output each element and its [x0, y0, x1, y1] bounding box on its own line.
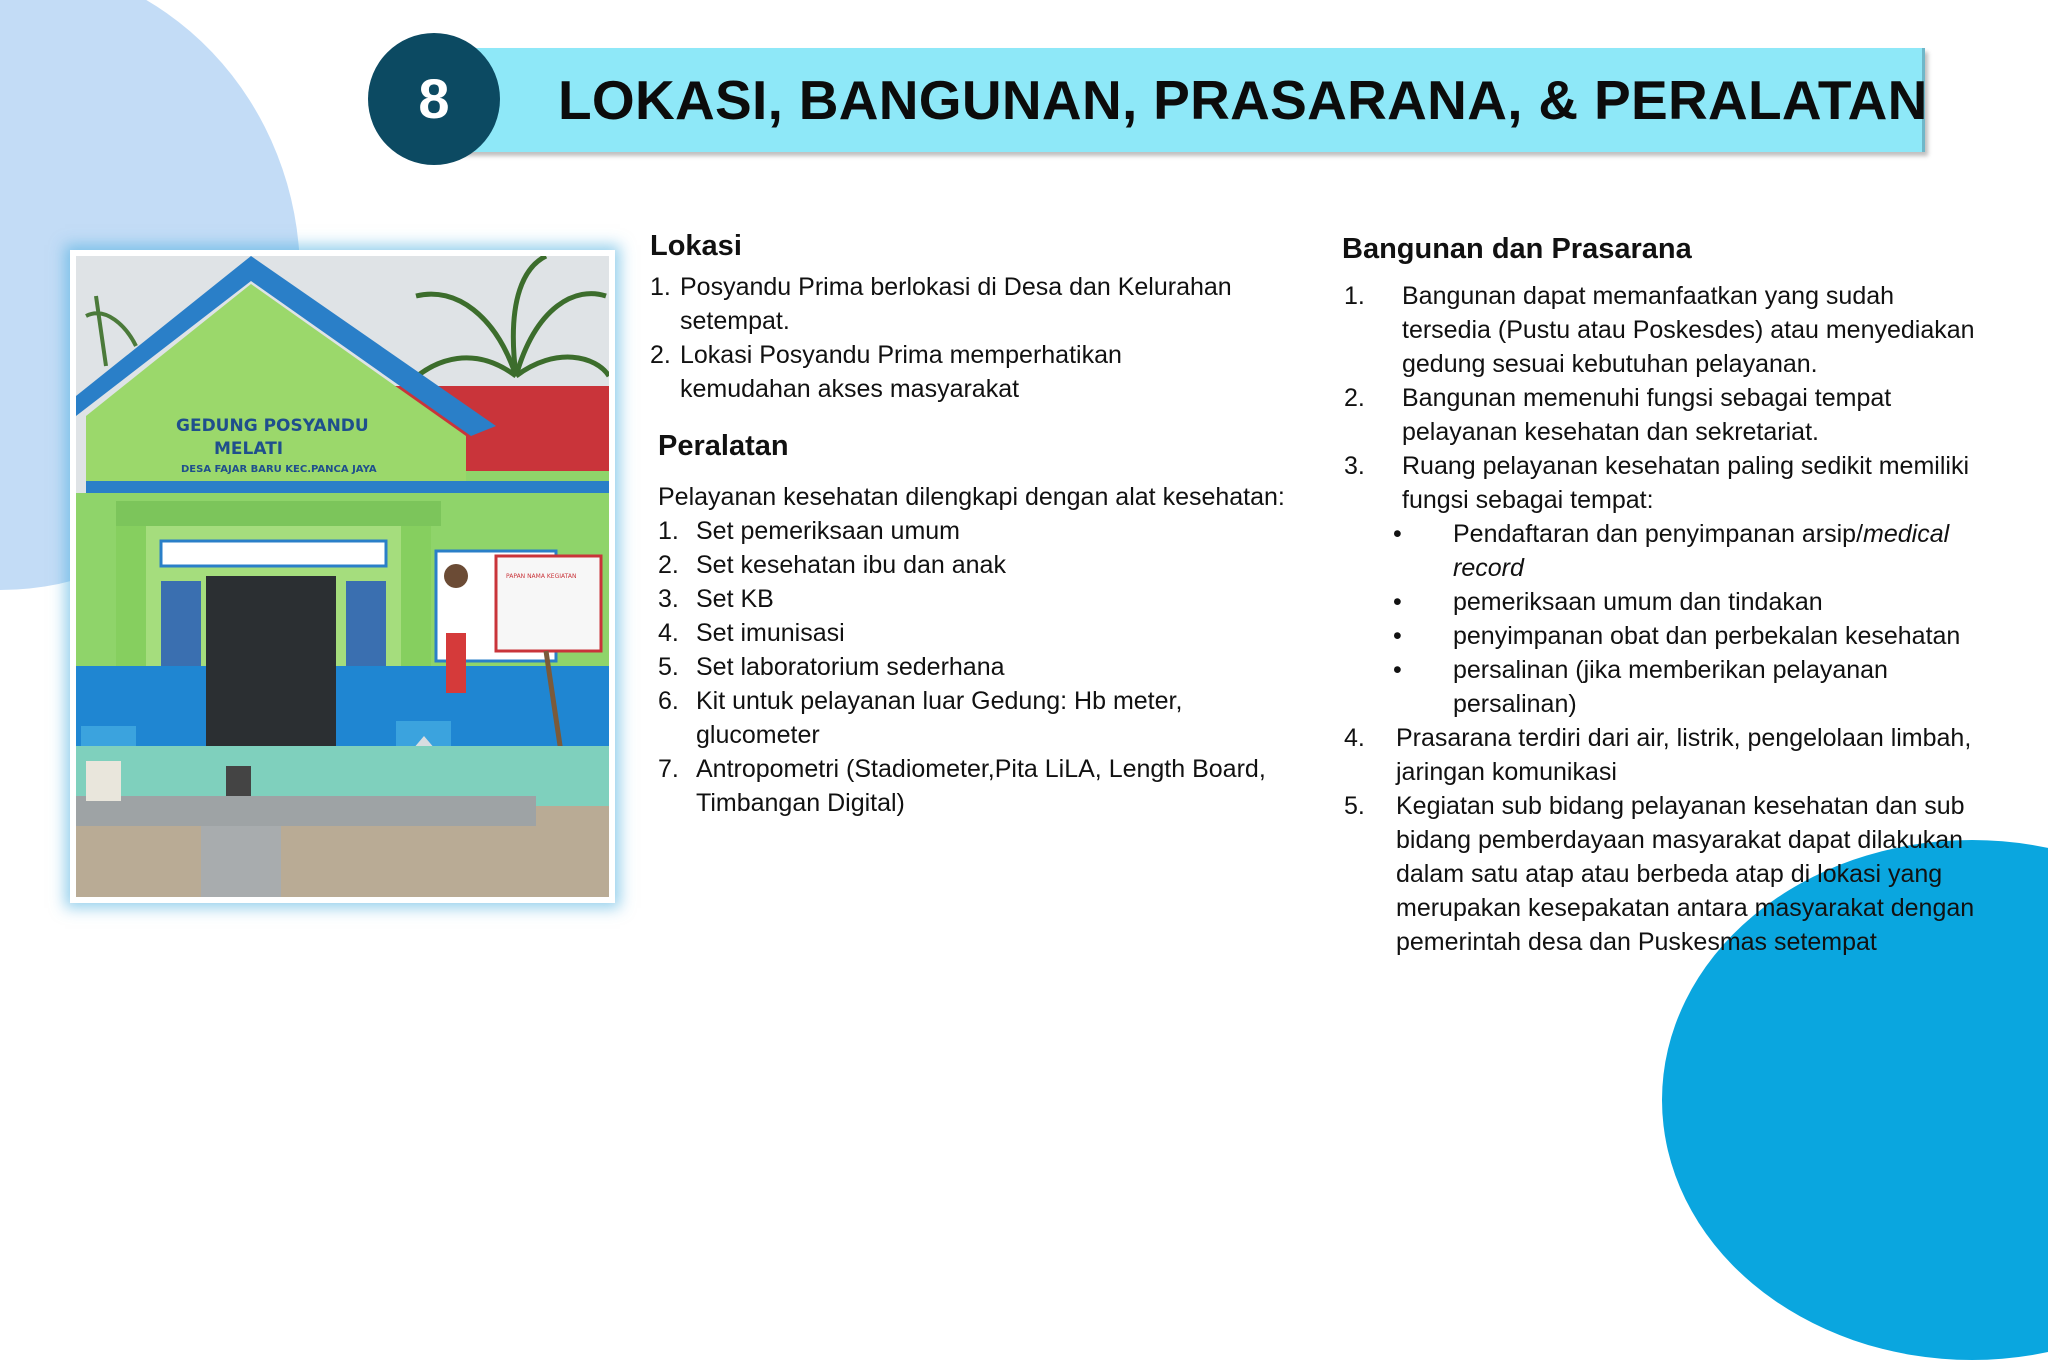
photo-sign-line2: MELATI [214, 439, 284, 459]
photo-sign-line3: DESA FAJAR BARU KEC.PANCA JAYA [181, 464, 377, 475]
list-item [1344, 449, 2024, 517]
list-number: 6. [658, 687, 679, 715]
bullet-item [1393, 619, 2013, 653]
list-item-line: Ruang pelayanan kesehatan paling sedikit memiliki [1402, 452, 1970, 480]
bullet-text: Pendaftaran dan penyimpanan arsip/ [1453, 520, 1864, 548]
bangunan-heading: Bangunan dan Prasarana [1342, 233, 1692, 265]
list-item-line: tersedia (Pustu atau Poskesdes) atau menyediakan [1402, 316, 1975, 344]
bullet-text: penyimpanan obat dan perbekalan kesehatan [1453, 622, 1961, 650]
list-item-line: Set KB [696, 585, 774, 613]
list-item-line: kemudahan akses masyarakat [680, 375, 1020, 403]
list-item-line: bidang pemberdayaan masyarakat dapat dilakukan [1396, 826, 1964, 854]
lokasi-list [650, 270, 1290, 406]
list-item [1344, 721, 2024, 789]
bullet-text: persalinan (jika memberikan pelayanan [1453, 656, 1888, 684]
list-item-line: Set imunisasi [696, 619, 845, 647]
list-item-line: dalam satu atap atau berbeda atap di lokasi yang [1396, 860, 1943, 888]
bangunan-bullet-list [1393, 517, 2013, 721]
list-item-line: Antropometri (Stadiometer,Pita LiLA, Length Board, [696, 755, 1266, 783]
list-item-line: gedung sesuai kebutuhan pelayanan. [1402, 350, 1818, 378]
bangunan-list-continued [1344, 721, 2024, 959]
list-number: 2. [650, 341, 671, 369]
list-item [658, 684, 1318, 752]
photo-sign-line1: GEDUNG POSYANDU [176, 416, 369, 436]
list-item [658, 616, 1318, 650]
list-number: 1. [1344, 282, 1365, 310]
list-item [658, 514, 1318, 548]
bullet-text: pemeriksaan umum dan tindakan [1453, 588, 1823, 616]
list-item [1344, 789, 2024, 959]
building-illustration [76, 256, 609, 897]
slide-title: LOKASI, BANGUNAN, PRASARANA, & PERALATAN [558, 69, 1928, 131]
list-item [658, 548, 1318, 582]
bullet-italic-text: medical [1863, 520, 1950, 548]
list-item-line: Kit untuk pelayanan luar Gedung: Hb meter, [696, 687, 1183, 715]
bullet-marker: • [1393, 520, 1402, 548]
list-item-line: merupakan kesepakatan antara masyarakat dengan [1396, 894, 1975, 922]
bullet-text: persalinan) [1453, 690, 1577, 718]
list-number: 1. [658, 517, 679, 545]
bullet-item-line [1453, 653, 2013, 687]
list-number: 5. [1344, 792, 1365, 820]
bullet-item-line [1453, 517, 2013, 551]
list-item-line: fungsi sebagai tempat: [1402, 486, 1654, 514]
list-item [650, 338, 1290, 406]
list-item [1344, 381, 2024, 449]
list-item-line: Bangunan dapat memanfaatkan yang sudah [1402, 282, 1895, 310]
list-number: 2. [1344, 384, 1365, 412]
list-item-line: Set laboratorium sederhana [696, 653, 1005, 681]
list-item [658, 650, 1318, 684]
lokasi-heading: Lokasi [650, 230, 742, 262]
bullet-item-line [1453, 585, 2013, 619]
peralatan-heading: Peralatan [658, 430, 789, 462]
list-number: 3. [658, 585, 679, 613]
list-number: 4. [658, 619, 679, 647]
list-item [650, 270, 1290, 338]
list-item-line: Bangunan memenuhi fungsi sebagai tempat [1402, 384, 1892, 412]
peralatan-intro: Pelayanan kesehatan dilengkapi dengan alat kesehatan: [658, 483, 1285, 511]
title-banner [440, 48, 1928, 152]
list-item-line: Set kesehatan ibu dan anak [696, 551, 1006, 579]
list-item-line: Kegiatan sub bidang pelayanan kesehatan dan sub [1396, 792, 1965, 820]
list-item [1344, 279, 2024, 381]
list-number: 2. [658, 551, 679, 579]
bullet-item-line [1453, 619, 2013, 653]
list-item-line: Prasarana terdiri dari air, listrik, pengelolaan limbah, [1396, 724, 1972, 752]
photo-board-title: PAPAN NAMA KEGIATAN [506, 573, 577, 580]
list-item-line: pelayanan kesehatan dan sekretariat. [1402, 418, 1819, 446]
bangunan-list [1344, 279, 2024, 517]
list-item-line: Lokasi Posyandu Prima memperhatikan [680, 341, 1122, 369]
list-item-line: pemerintah desa dan Puskesmas setempat [1396, 928, 1877, 956]
list-number: 7. [658, 755, 679, 783]
list-item [658, 582, 1318, 616]
bullet-item-line [1453, 687, 2013, 721]
list-item-line: glucometer [696, 721, 820, 749]
list-number: 4. [1344, 724, 1365, 752]
list-item-line: Set pemeriksaan umum [696, 517, 961, 545]
bullet-italic-line: record [1453, 554, 1524, 582]
slide-number-badge: 8 [368, 33, 500, 165]
list-number: 1. [650, 273, 671, 301]
bullet-marker: • [1393, 622, 1402, 650]
list-item-line: jaringan komunikasi [1396, 758, 1617, 786]
list-item [658, 752, 1318, 820]
list-item-line: setempat. [680, 307, 790, 335]
list-number: 3. [1344, 452, 1365, 480]
list-item-line: Posyandu Prima berlokasi di Desa dan Kelurahan [680, 273, 1232, 301]
bullet-item [1393, 585, 2013, 619]
bullet-item [1393, 653, 2013, 721]
peralatan-list [658, 514, 1318, 820]
bullet-marker: • [1393, 588, 1402, 616]
bullet-item [1393, 517, 2013, 585]
bullet-marker: • [1393, 656, 1402, 684]
list-number: 5. [658, 653, 679, 681]
building-photo [70, 250, 615, 903]
list-item-line: Timbangan Digital) [696, 789, 905, 817]
